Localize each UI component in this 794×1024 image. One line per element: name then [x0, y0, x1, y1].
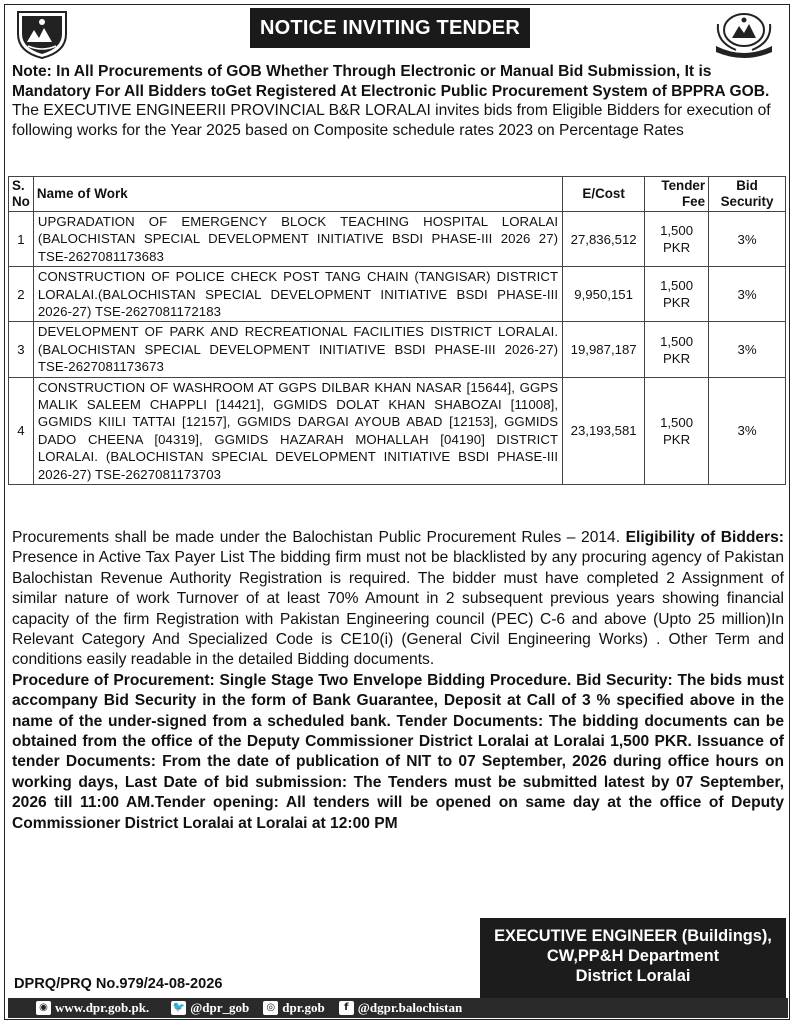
- dgpr-emblem-icon: [708, 8, 780, 58]
- table-row: [9, 267, 786, 322]
- prq-number: DPRQ/PRQ No.979/24-08-2026: [14, 976, 223, 992]
- signature-block: [480, 918, 786, 998]
- estimated-cost: 23,193,581: [563, 377, 645, 484]
- work-name: DEVELOPMENT OF PARK AND RECREATIONAL FACILITIES DISTRICT LORALAI. (BALOCHISTAN SPECIAL DEVELOPMENT INITIATIVE BSDI PHASE-III 2026-27) TSE-2627081173673: [33, 322, 562, 377]
- tender-fee: 1,500 PKR: [645, 267, 709, 322]
- security-header: Bid Security: [709, 177, 786, 212]
- row-number: 4: [9, 377, 34, 484]
- footer-twitter[interactable]: 🐦 @dpr_gob: [172, 1000, 250, 1015]
- globe-icon: ◉: [36, 1001, 51, 1015]
- row-number: 3: [9, 322, 34, 377]
- table-row: [9, 212, 786, 267]
- signatory-district: District Loralai: [575, 967, 691, 985]
- facebook-icon: f: [339, 1001, 354, 1015]
- work-name: UPGRADATION OF EMERGENCY BLOCK TEACHING HOSPITAL LORALAI (BALOCHISTAN SPECIAL DEVELOPMENT INITIATIVE BSDI PHASE-III 2026 27) TSE-2627081173683: [33, 212, 562, 267]
- estimated-cost: 27,836,512: [563, 212, 645, 267]
- sn-header: S. No: [9, 177, 34, 212]
- name-header: Name of Work: [33, 177, 562, 212]
- footer-bar: [8, 998, 788, 1018]
- row-number: 1: [9, 212, 34, 267]
- procedure-paragraph: Procedure of Procurement: Single Stage Two Envelope Bidding Procedure. Bid Security: The bids must accompany Bid Security in the form of Bank Guarantee, Deposit at Call of 3 % specified above in the name of the under-signed from a scheduled bank. Tender Documents: The bidding documents can be obtained from the office of the Deputy Commissioner District Loralai at Loralai 1,500 PKR. Issuance of tender Documents: From the date of publication of NIT to 07 September, 2026 during office hours on working days, Last Date of bid submission: The Tenders must be submitted latest by 07 September, 2026 till 11:00 AM.Tender opening: All tenders will be opened on same day at the office of Deputy Commissioner District Loralai at Loralai at 12:00 PM: [12, 671, 784, 832]
- estimated-cost: 9,950,151: [563, 267, 645, 322]
- bid-security: 3%: [709, 212, 786, 267]
- footer-instagram[interactable]: ◎ dpr.gob: [263, 998, 325, 1018]
- signatory-department: CW,PP&H Department: [546, 947, 720, 965]
- cost-header: E/Cost: [563, 177, 645, 212]
- notice-title: NOTICE INVITING TENDER: [250, 8, 530, 48]
- balochistan-govt-logo-icon: [14, 8, 70, 60]
- tender-fee: 1,500 PKR: [645, 212, 709, 267]
- registration-note: Note: In All Procurements of GOB Whether Through Electronic or Manual Bid Submission, It is Mandatory For All Bidders toGet Registered At Electronic Public Procurement System of BPPRA GOB.: [12, 63, 770, 100]
- footer-facebook[interactable]: f @dgpr.balochistan: [339, 998, 462, 1018]
- fee-header: Tender Fee: [645, 177, 709, 212]
- terms-section: [12, 528, 784, 834]
- notice-border: [4, 4, 790, 1020]
- bid-security: 3%: [709, 322, 786, 377]
- bid-security: 3%: [709, 377, 786, 484]
- footer-website[interactable]: ◉ www.dpr.gob.pk.: [36, 998, 149, 1018]
- work-name: CONSTRUCTION OF WASHROOM AT GGPS DILBAR KHAN NASAR [15644], GGPS MALIK SALEEM CHAPPLI [14421], GGMIDS DOLAT KHAN SHABOZAI [11008], GGMIDS KIILI TATTAI [12157], GGMIDS DARGAI AYOUB ABAD [12153], GGMIDS DADO CHEENA [04319], GGMIDS HAZARAH MOHALLAH [04190] DISTRICT LORALAI. (BALOCHISTAN SPECIAL DEVELOPMENT INITIATIVE BSDI PHASE-III 2026-27) TSE-2627081173703: [33, 377, 562, 484]
- row-number: 2: [9, 267, 34, 322]
- table-row: [9, 377, 786, 484]
- eligibility-paragraph: Procurements shall be made under the Balochistan Public Procurement Rules – 2014. Eligibility of Bidders: Presence in Active Tax Payer List The bidding firm must not be blacklisted by any procuring agency of Pakistan Balochistan Revenue Authority Registration is required. The bidder must have completed 2 Assignment of similar nature of work Turnover of at least 70% Amount in 2 subsequent previous years showing financial capacity of the firm Registration with Pakistan Engineering council (PEC) C-6 and above (Upto 25 million)In Relevant Category And Specialized Code is CE10(i) (General Civil Engineering Works) . Other Term and conditions easily readable in the detailed Bidding documents.: [12, 529, 784, 669]
- table-row: [9, 322, 786, 377]
- work-name: CONSTRUCTION OF POLICE CHECK POST TANG CHAIN (TANGISAR) DISTRICT LORALAI.(BALOCHISTAN SPECIAL DEVELOPMENT INITIATIVE BSDI PHASE-III 2026-27) TSE-2627081172183: [33, 267, 562, 322]
- estimated-cost: 19,987,187: [563, 322, 645, 377]
- tender-fee: 1,500 PKR: [645, 377, 709, 484]
- tender-fee: 1,500 PKR: [645, 322, 709, 377]
- table-header-row: [9, 177, 786, 212]
- works-table: [8, 176, 786, 485]
- notice-header: [0, 0, 794, 64]
- invitation-text: The EXECUTIVE ENGINEERII PROVINCIAL B&R LORALAI invites bids from Eligible Bidders for execution of following works for the Year 2025 based on Composite schedule rates 2023 on Percentage Rates: [12, 102, 771, 139]
- twitter-icon: 🐦: [172, 1002, 185, 1013]
- bid-security: 3%: [709, 267, 786, 322]
- intro-paragraph: [12, 62, 784, 140]
- signatory-title: EXECUTIVE ENGINEER (Buildings),: [494, 927, 772, 945]
- instagram-icon: ◎: [263, 1001, 278, 1015]
